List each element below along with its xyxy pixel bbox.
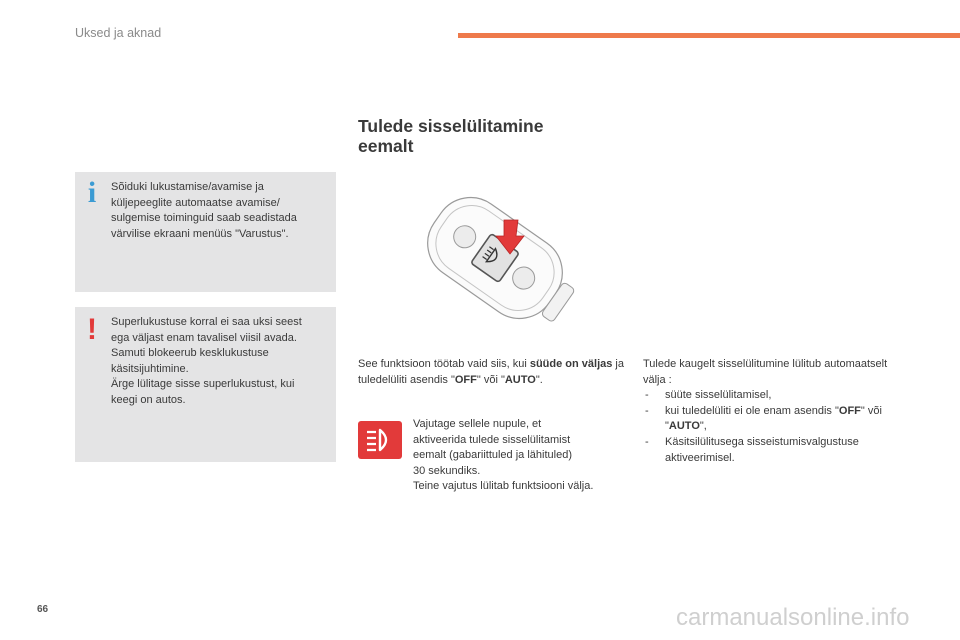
list-item-text: Käsitsilülitusega sisseistumisvalgustuse aktiveerimisel.: [665, 435, 859, 464]
info-box: [75, 172, 336, 292]
info-text: [111, 180, 331, 242]
auto-off-section: [643, 357, 903, 466]
instruction-line: aktiveerida tulede sisselülitamist: [413, 433, 571, 446]
page-title: [358, 116, 618, 156]
warning-line: Samuti blokeerub kesklukustuse: [111, 347, 269, 360]
warning-line: Ärge lülitage sisse superlukustust, kui: [111, 378, 295, 391]
warning-line: ega väljast enam tavalisel viisil avada.: [111, 331, 297, 344]
header-accent-bar: [458, 33, 960, 38]
intro-text: " või ": [476, 373, 505, 386]
warning-text: [111, 315, 331, 409]
headlamp-icon: [358, 421, 402, 459]
intro-bold: OFF: [454, 373, 477, 386]
instruction-paragraph: [413, 417, 628, 495]
warning-line: käsitsijuhtimine.: [111, 362, 189, 375]
instruction-line: 30 sekundiks.: [413, 464, 481, 477]
warning-line: keegi on autos.: [111, 393, 186, 406]
intro-text: ja tuledelüliti asendis ": [358, 358, 624, 386]
info-line: värvilise ekraani menüüs "Varustus".: [111, 227, 289, 240]
info-line: Sõiduki lukustamise/avamise ja: [111, 181, 264, 193]
warning-icon: !: [87, 313, 97, 346]
auto-off-intro: Tulede kaugelt sisselülitumine lülitub automaatselt välja :: [643, 358, 888, 386]
list-item-text: " või ": [665, 404, 882, 433]
instruction-line: Teine vajutus lülitab funktsiooni välja.: [413, 480, 594, 493]
car-key-illustration: [400, 178, 590, 338]
list-item-text: ",: [699, 420, 707, 433]
list-item-bold: AUTO: [668, 420, 700, 433]
instruction-line: Vajutage sellele nupule, et: [413, 418, 542, 430]
list-item-text: kui tuledelüliti ei ole enam asendis ": [665, 404, 839, 417]
list-item-text: süüte sisselülitamisel,: [665, 389, 772, 402]
page-title-line: eemalt: [358, 136, 414, 156]
watermark: carmanualsonline.info: [676, 604, 910, 631]
section-title: Uksed ja aknad: [75, 26, 162, 40]
info-line: küljepeeglite automaatse avamise/: [111, 196, 280, 209]
warning-box: [75, 307, 336, 462]
list-item: [643, 388, 903, 404]
list-item: [643, 404, 903, 435]
intro-bold: süüde on väljas: [529, 358, 613, 370]
intro-text: ".: [535, 373, 543, 386]
intro-text: See funktsioon töötab vaid siis, kui: [358, 358, 530, 370]
list-item-bold: OFF: [838, 404, 861, 417]
info-icon: i: [87, 176, 97, 209]
info-line: sulgemise toiminguid saab seadistada: [111, 212, 297, 225]
instruction-line: eemalt (gabariittuled ja lähituled): [413, 449, 572, 462]
intro-bold: AUTO: [504, 373, 536, 386]
page-number: 66: [37, 604, 49, 615]
warning-line: Superlukustuse korral ei saa uksi seest: [111, 316, 302, 328]
list-item: [643, 435, 903, 466]
page-title-line: Tulede sisselülitamine: [358, 116, 544, 136]
auto-off-list: [643, 388, 903, 466]
intro-paragraph: [358, 357, 630, 388]
